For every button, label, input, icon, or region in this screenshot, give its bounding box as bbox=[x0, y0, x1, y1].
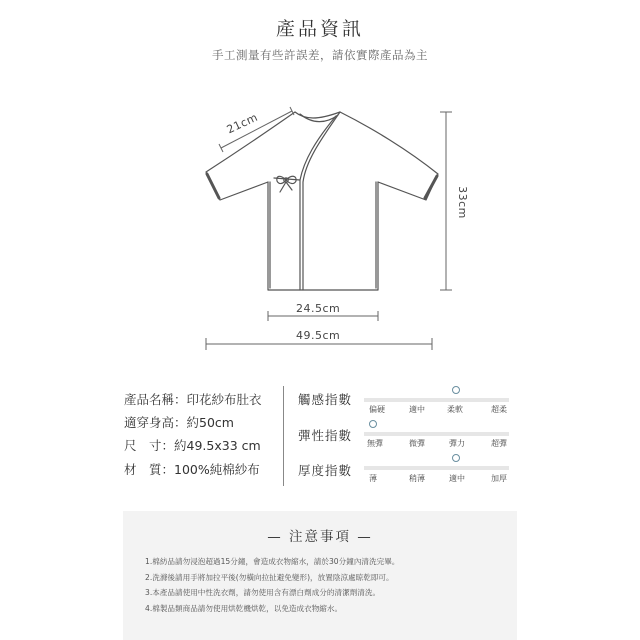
care-notes-list bbox=[145, 554, 511, 616]
scale-marker-icon bbox=[452, 386, 460, 394]
info-divider bbox=[283, 386, 284, 486]
care-note-item: 2.洗滌後請用手將加拉平後(勿橫向拉扯避免變形)，放置陰涼處晾乾即可。 bbox=[145, 572, 394, 582]
scale-marker-icon bbox=[369, 420, 377, 428]
info-row-material: 材 質：100%純棉紗布 bbox=[124, 461, 260, 477]
length-dimension-label: 33cm bbox=[455, 186, 469, 219]
scale-marker-icon bbox=[452, 454, 460, 462]
care-note-item: 4.棉製品類商品請勿使用烘乾機烘乾，以免造成衣物縮水。 bbox=[145, 603, 343, 613]
info-row-size: 尺 寸：約49.5x33 cm bbox=[124, 438, 261, 454]
info-row-height: 適穿身高：約50cm bbox=[124, 415, 234, 431]
care-notes-panel bbox=[123, 511, 517, 640]
scale-track bbox=[364, 432, 509, 436]
care-notes-title: — 注意事項 — bbox=[267, 529, 373, 545]
product-info bbox=[124, 388, 294, 481]
width-dimension-label: 49.5cm bbox=[296, 329, 341, 342]
care-note-item: 1.棉紡品請勿浸泡超過15分鐘，會造成衣物縮水，請於30分鐘內清洗完畢。 bbox=[145, 557, 400, 566]
scale-track bbox=[364, 466, 509, 470]
care-note-item: 3.本產品請使用中性洗衣劑，請勿使用含有漂白劑成分的清潔劑清洗。 bbox=[145, 588, 381, 597]
sleeve-dimension-label: 21cm bbox=[224, 110, 260, 137]
page-title: 產品資訊 bbox=[275, 18, 364, 40]
info-row-name: 產品名稱：印花紗布肚衣 bbox=[124, 392, 262, 407]
page-subtitle: 手工測量有些許誤差，請依實際產品為主 bbox=[212, 48, 428, 62]
hem-dimension-label: 24.5cm bbox=[296, 302, 341, 315]
scale-track bbox=[364, 398, 509, 402]
